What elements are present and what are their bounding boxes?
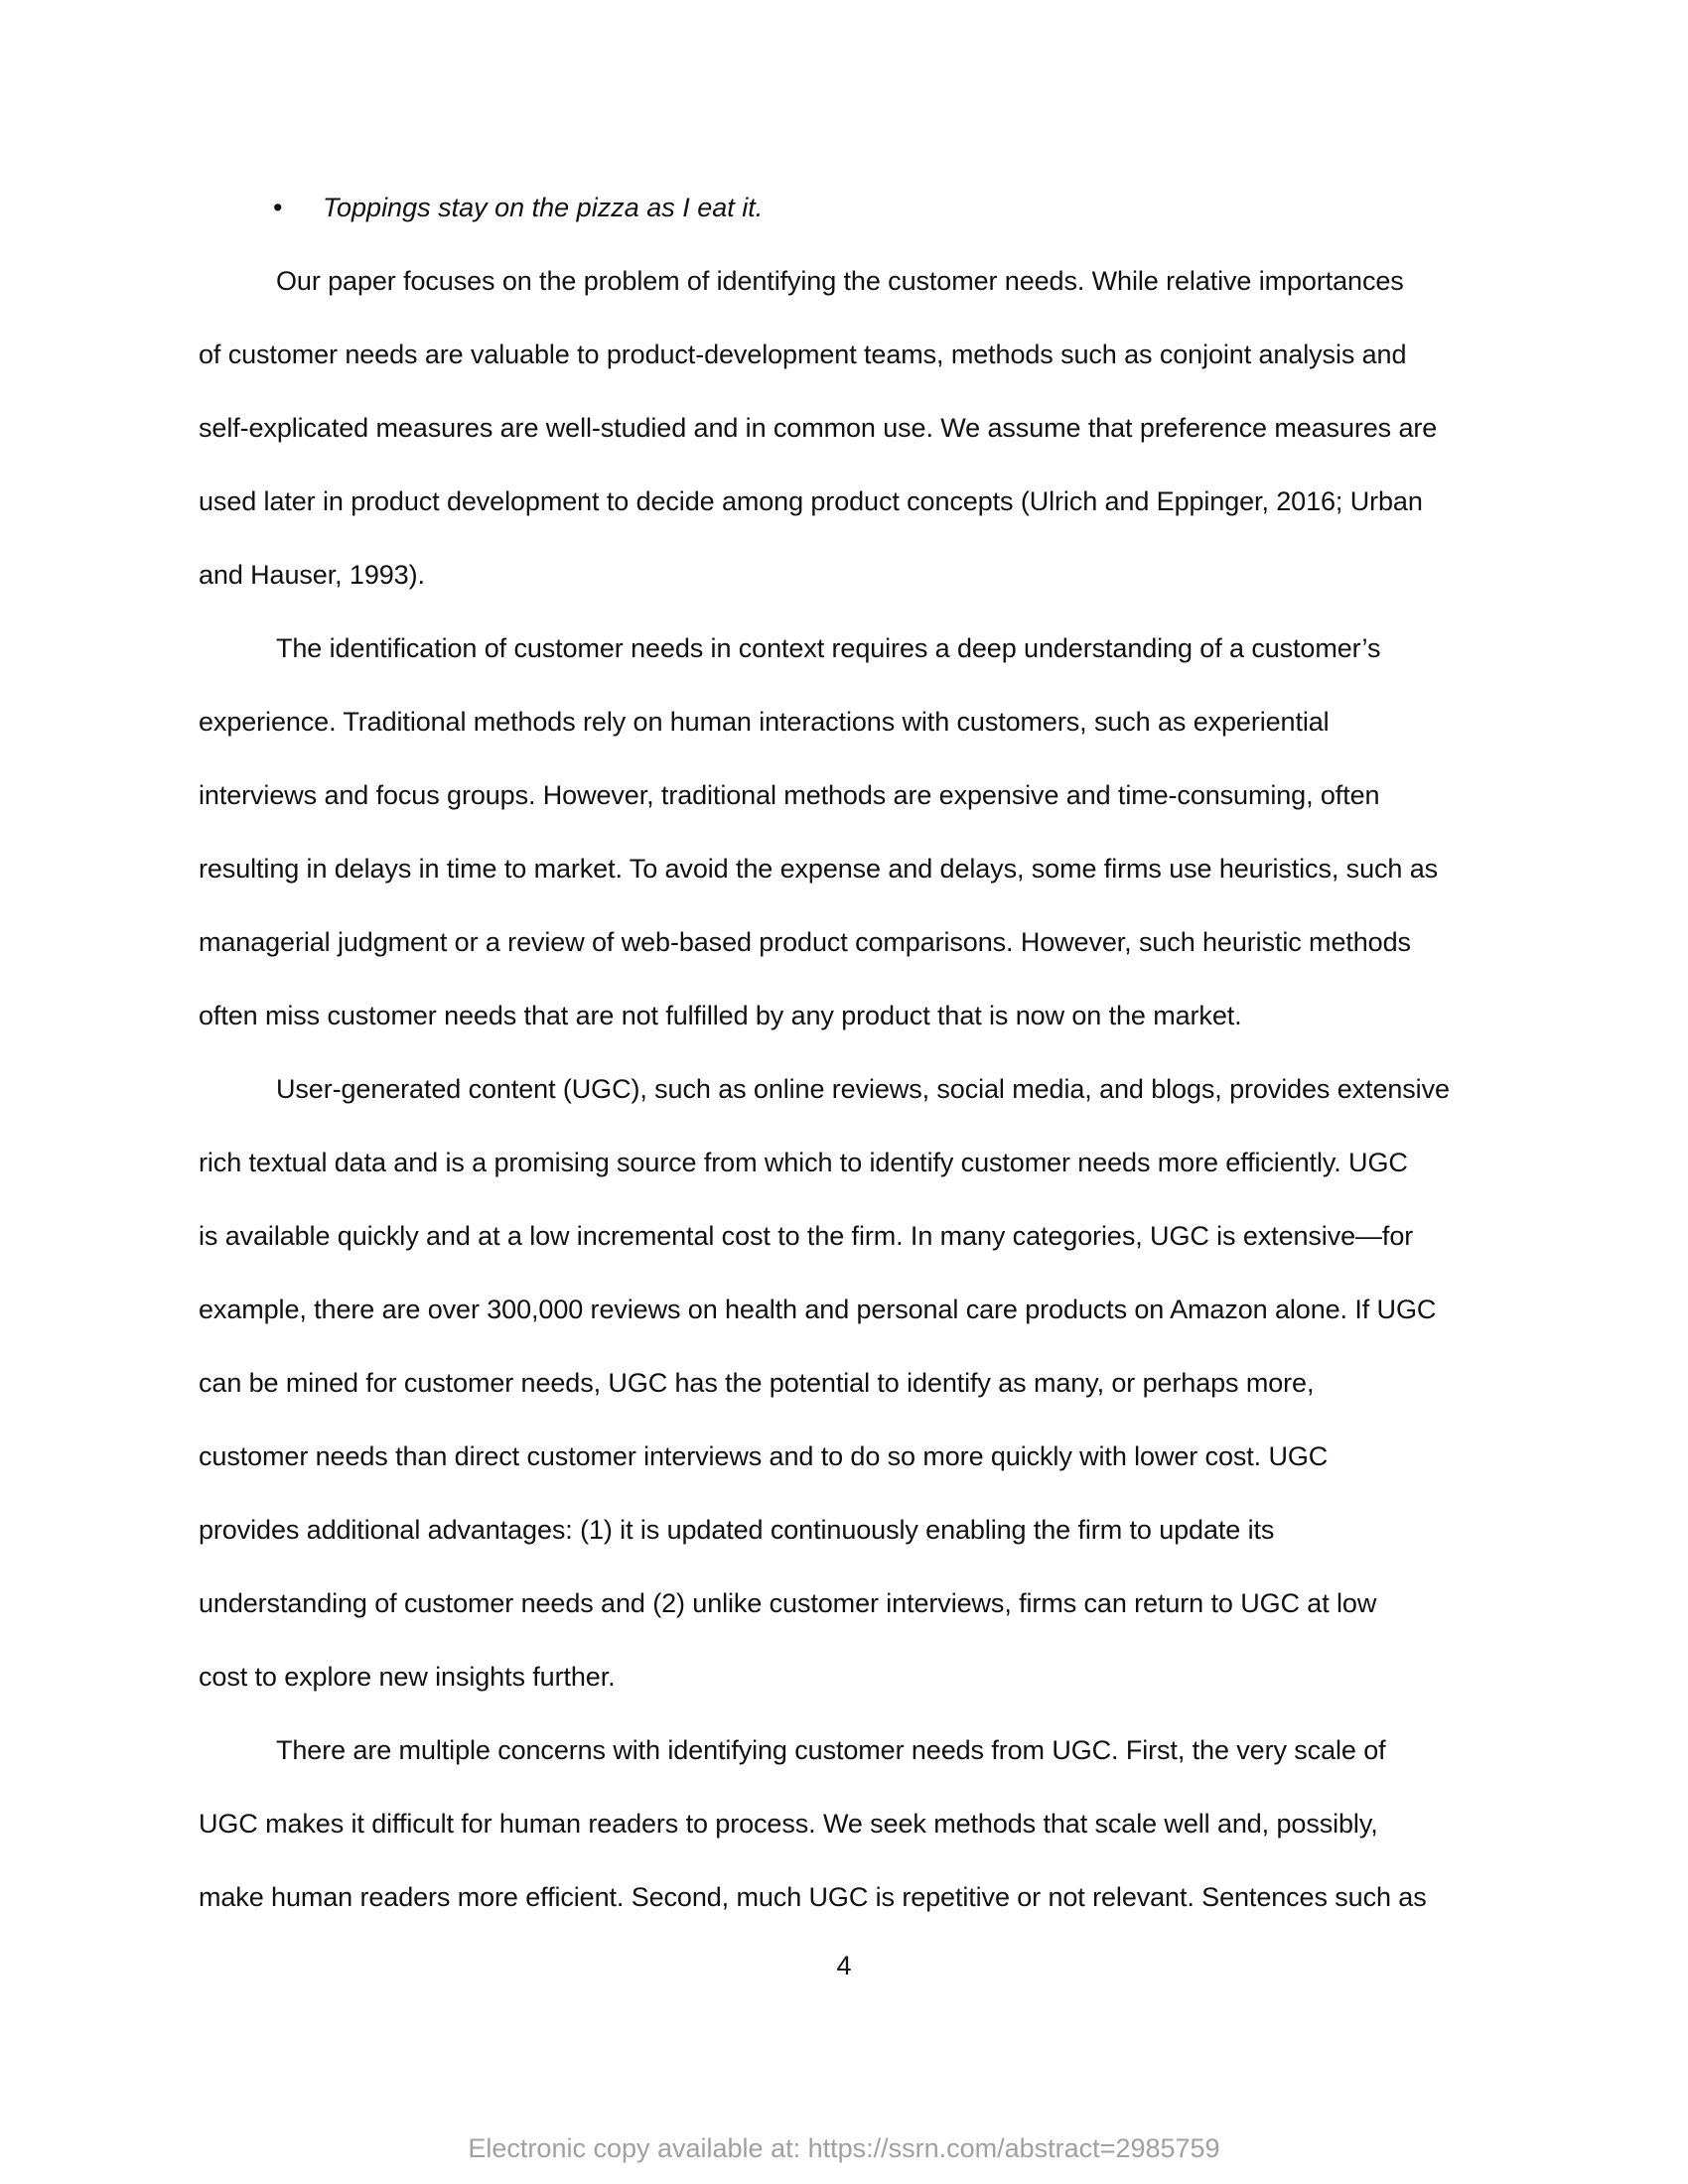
paragraph-line: interviews and focus groups. However, traditional methods are expensive and time-consuming, often bbox=[199, 780, 1380, 810]
paragraph-line: of customer needs are valuable to product-development teams, methods such as conjoint analysis and bbox=[199, 340, 1407, 369]
paragraph-line: often miss customer needs that are not fulfilled by any product that is now on the market. bbox=[199, 1001, 1242, 1030]
paragraph-line: managerial judgment or a review of web-based product comparisons. However, such heuristic methods bbox=[199, 927, 1411, 957]
paragraph-line: resulting in delays in time to market. To avoid the expense and delays, some firms use heuristics, such as bbox=[199, 854, 1439, 884]
bullet-text: Toppings stay on the pizza as I eat it. bbox=[323, 193, 764, 222]
paragraph-line: User-generated content (UGC), such as online reviews, social media, and blogs, provides extensive bbox=[276, 1074, 1450, 1104]
paragraph-line: customer needs than direct customer interviews and to do so more quickly with lower cost. UGC bbox=[199, 1441, 1329, 1471]
page-number: 4 bbox=[836, 1951, 852, 1980]
paragraph-line: provides additional advantages: (1) it is updated continuously enabling the firm to update its bbox=[199, 1515, 1275, 1545]
bullet-dot: • bbox=[273, 193, 283, 222]
ssrn-footer: Electronic copy available at: https://ssrn.com/abstract=2985759 bbox=[468, 2133, 1220, 2163]
paragraph-line: understanding of customer needs and (2) unlike customer interviews, firms can return to UGC at low bbox=[199, 1588, 1377, 1618]
paragraph-line: and Hauser, 1993). bbox=[199, 560, 425, 590]
paragraph-line: experience. Traditional methods rely on human interactions with customers, such as experiential bbox=[199, 707, 1330, 737]
paragraph-line: is available quickly and at a low incremental cost to the firm. In many categories, UGC is extensive—for bbox=[199, 1221, 1414, 1251]
paragraph-line: used later in product development to decide among product concepts (Ulrich and Eppinger, 2016; Urban bbox=[199, 486, 1423, 516]
paragraph-line: cost to explore new insights further. bbox=[199, 1662, 616, 1692]
paragraph-line: Our paper focuses on the problem of identifying the customer needs. While relative importances bbox=[276, 266, 1404, 296]
paragraph-line: self-explicated measures are well-studied and in common use. We assume that preference measures are bbox=[199, 413, 1438, 443]
paragraph-line: The identification of customer needs in context requires a deep understanding of a customer’s bbox=[276, 633, 1381, 663]
paragraph-line: There are multiple concerns with identifying customer needs from UGC. First, the very scale of bbox=[276, 1735, 1386, 1765]
paragraph-line: can be mined for customer needs, UGC has the potential to identify as many, or perhaps more, bbox=[199, 1368, 1315, 1398]
paragraph-line: make human readers more efficient. Second, much UGC is repetitive or not relevant. Sentences such as bbox=[199, 1882, 1427, 1912]
paragraph-line: rich textual data and is a promising source from which to identify customer needs more efficiently. UGC bbox=[199, 1148, 1408, 1177]
paragraph-line: example, there are over 300,000 reviews on health and personal care products on Amazon alone. If UGC bbox=[199, 1295, 1437, 1324]
paragraph-line: UGC makes it difficult for human readers to process. We seek methods that scale well and, possibly, bbox=[199, 1809, 1378, 1839]
